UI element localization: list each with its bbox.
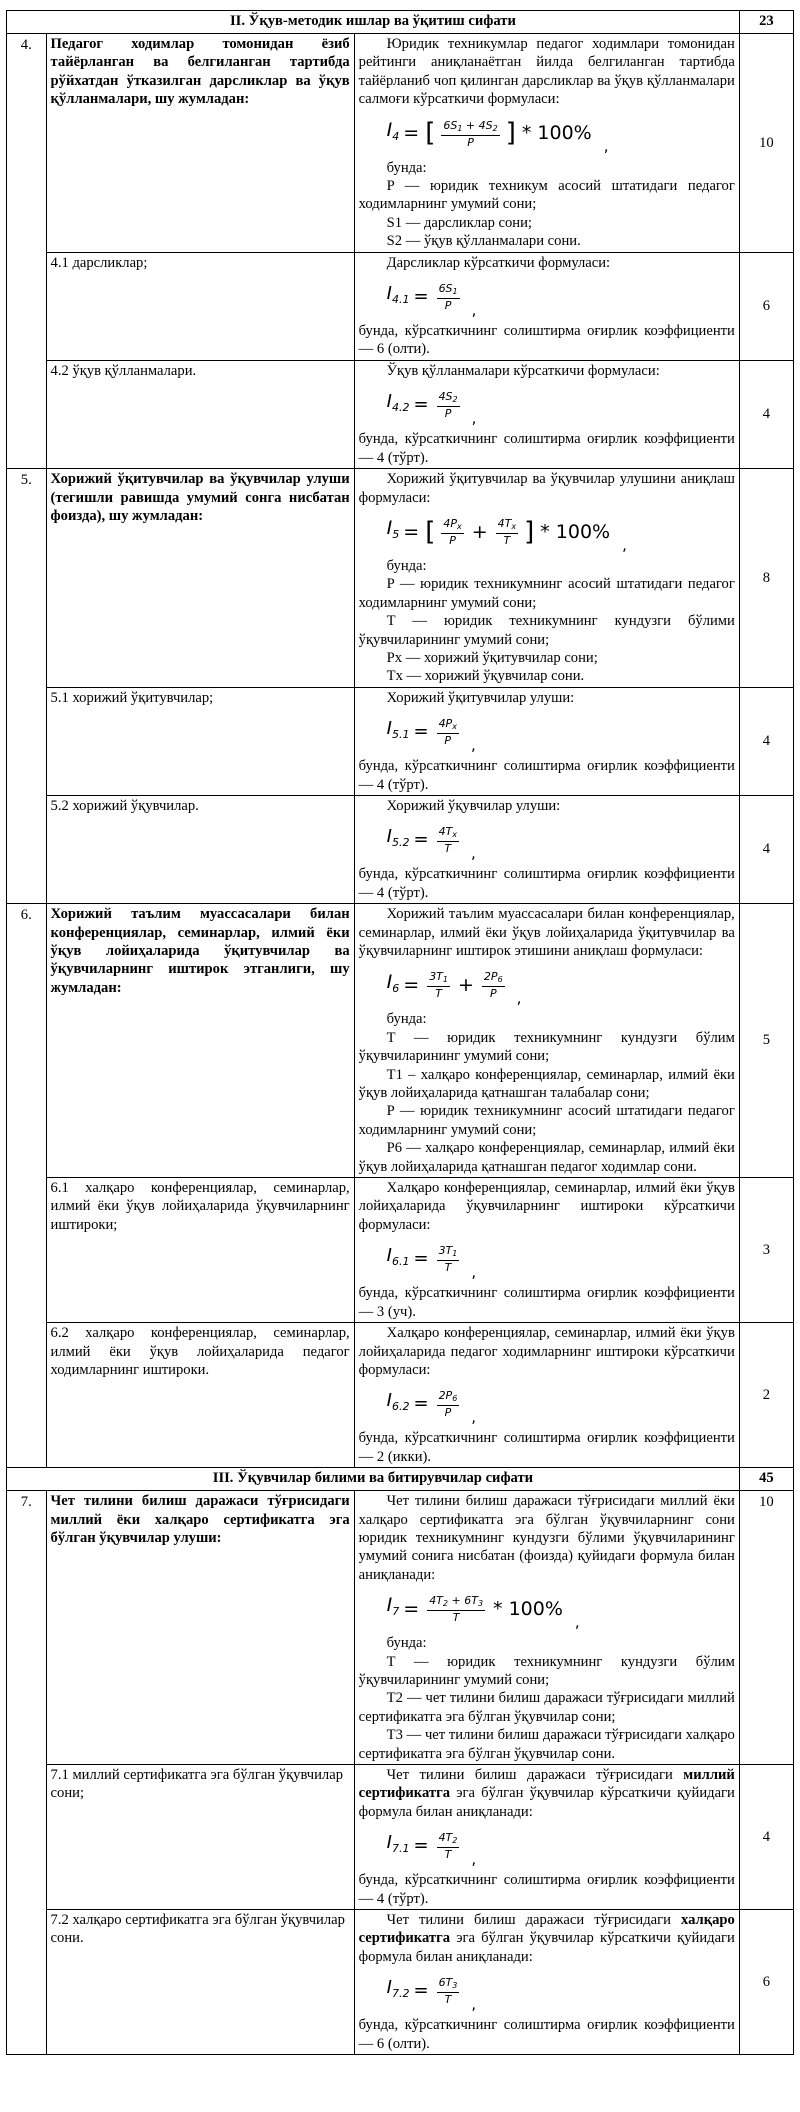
points-value: 10 xyxy=(739,34,793,253)
legend-item: T — юридик техникумнинг кундузги бўлим ўқувчиларининг умумий сони; xyxy=(358,1029,735,1065)
legend-item: T3 — чет тилини билиш даражаси тўғрисидаги халқаро сертификатга эга бўлган ўқувчилар сони. xyxy=(358,1727,735,1762)
indicator-text: 5.2 хорижий ўқувчилар. xyxy=(46,795,354,903)
section-title: III. Ўқувчилар билими ва битирувчилар сифати xyxy=(7,1468,740,1491)
coefficient-text: бунда, кўрсаткичнинг солиштирма оғирлик коэффициенти — 3 (уч). xyxy=(358,1285,735,1320)
coefficient-text: бунда, кўрсаткичнинг солиштирма оғирлик коэффициенти — 2 (икки). xyxy=(358,1430,735,1465)
formula: $I_6$ = $\frac{3T1}{T}$ + $\frac{2P6}{P}$ , xyxy=(386,970,522,1007)
method-intro: Хорижий ўқитувчилар улуши: xyxy=(386,689,575,706)
points-value: 10 xyxy=(739,1491,793,1765)
table-row xyxy=(7,795,794,903)
legend-item: T1 – халқаро конференциялар, семинарлар, илмий ёки ўқув лойиҳаларида қатнашган талабалар сони; xyxy=(358,1066,735,1102)
formula: $I_{5.1}$ = $\frac{4Px}{P}$ , xyxy=(386,717,476,754)
indicator-text: 7.1 миллий сертификатга эга бўлган ўқувчилар сони; xyxy=(46,1765,354,1910)
method-intro-emphasis: миллий сертификатга xyxy=(358,1767,735,1802)
method-intro: Халқаро конференциялар, семинарлар, илмий ёки ўқув лойиҳаларида педагог ходимларнинг иштироки кўрсаткичи формуласи: xyxy=(358,1325,735,1378)
method-cell xyxy=(354,1910,739,2055)
points-value: 5 xyxy=(739,904,793,1178)
legend-label: бунда: xyxy=(386,159,427,176)
points-value: 4 xyxy=(739,687,793,795)
method-intro-part: Чет тилини билиш даражаси тўғрисидаги xyxy=(386,1912,681,1929)
legend-label: бунда: xyxy=(386,1011,427,1028)
method-cell xyxy=(354,1178,739,1323)
table-row xyxy=(7,1910,794,2055)
row-number: 7. xyxy=(7,1491,47,2055)
formula: $I_{6.1}$ = $\frac{3T1}{T}$ , xyxy=(386,1244,477,1281)
section-points: 45 xyxy=(739,1468,793,1491)
method-intro-part: Чет тилини билиш даражаси тўғрисидаги xyxy=(386,1767,684,1783)
formula: $I_5$ = [ $\frac{4Px}{P}$ + $\frac{4Tx}{T}$ ] * 100% , xyxy=(386,516,627,554)
table-row xyxy=(7,687,794,795)
method-cell xyxy=(354,1323,739,1468)
method-cell xyxy=(354,795,739,903)
indicator-text: Хорижий ўқитувчилар ва ўқувчилар улуши (тегишли равишда умумий сонга нисбатан фоизда), шу жумладан: xyxy=(46,469,354,688)
method-intro: Дарсликлар кўрсаткичи формуласи: xyxy=(386,254,611,271)
legend-item: S2 — ўқув қўлланмалари сони. xyxy=(386,233,581,250)
legend-item: T — юридик техникумнинг кундузги бўлим ўқувчиларининг умумий сони; xyxy=(358,1653,735,1688)
table-row xyxy=(7,904,794,1178)
indicator-text: 6.1 халқаро конференциялар, семинарлар, илмий ёки ўқув лойиҳаларида ўқувчиларнинг иштироки; xyxy=(46,1178,354,1323)
legend-label: бунда: xyxy=(386,557,427,574)
table-row xyxy=(7,1323,794,1468)
formula: $I_{4.1}$ = $\frac{6S1}{P}$ , xyxy=(386,282,477,319)
method-intro: Юридик техникумлар педагог ходимлари томонидан рейтинги аниқланаётган йилда белгиланган тартибда тайёрланиб чоп қилинган дарсликлар ва ўқув қўлланмалари салмоғи кўрсаткичи формуласи: xyxy=(358,36,735,108)
table-row xyxy=(7,360,794,468)
formula: $I_4$ = [ $\frac{6S1 + 4S2}{P}$ ] * 100% , xyxy=(386,118,609,156)
indicator-text: Чет тилини билиш даражаси тўғрисидаги миллий ёки халқаро сертификатга эга бўлган ўқувчилар улуши: xyxy=(46,1491,354,1765)
points-value: 3 xyxy=(739,1178,793,1323)
indicator-text: 4.2 ўқув қўлланмалари. xyxy=(46,360,354,468)
table-row xyxy=(7,469,794,688)
coefficient-text: бунда, кўрсаткичнинг солиштирма оғирлик коэффициенти — 4 (тўрт). xyxy=(358,1872,735,1907)
row-number: 6. xyxy=(7,904,47,1468)
method-intro: Ўқув қўлланмалари кўрсаткичи формуласи: xyxy=(386,362,660,379)
formula: $I_{5.2}$ = $\frac{4Tx}{T}$ , xyxy=(386,825,476,862)
method-intro-part: эга бўлган ўқувчилар кўрсаткичи қуйидаги формула билан аниқланади: xyxy=(358,1930,735,1965)
indicator-text: 4.1 дарсликлар; xyxy=(46,252,354,360)
points-value: 4 xyxy=(739,795,793,903)
points-value: 4 xyxy=(739,1765,793,1910)
row-number: 4. xyxy=(7,34,47,469)
formula: $I_{7.2}$ = $\frac{6T3}{T}$ , xyxy=(386,1976,477,2013)
legend-item: P — юридик техникумнинг асосий штатидаги педагог ходимларнинг умумий сони; xyxy=(358,576,735,611)
indicator-text: 7.2 халқаро сертификатга эга бўлган ўқувчилар сони. xyxy=(46,1910,354,2055)
formula: $I_{7.1}$ = $\frac{4T2}{T}$ , xyxy=(386,1831,477,1868)
formula: $I_7$ = $\frac{4T2 + 6T3}{T}$ * 100% , xyxy=(386,1594,580,1631)
method-cell xyxy=(354,1491,739,1765)
legend-item: P6 — халқаро конференциялар, семинарлар, илмий ёки ўқув лойиҳаларида қатнашган педагог ходимлар сони. xyxy=(358,1140,735,1175)
legend-item: T2 — чет тилини билиш даражаси тўғрисидаги миллий сертификатга эга бўлган ўқувчилар сони; xyxy=(358,1690,735,1725)
section-title: II. Ўқув-методик ишлар ва ўқитиш сифати xyxy=(7,11,740,34)
legend-item: Tx — хорижий ўқувчилар сони. xyxy=(386,668,585,685)
row-number: 5. xyxy=(7,469,47,904)
method-intro xyxy=(359,1911,735,1966)
indicator-text: 6.2 халқаро конференциялар, семинарлар, илмий ёки ўқув лойиҳаларида педагог ходимларнинг иштироки. xyxy=(46,1323,354,1468)
points-value: 8 xyxy=(739,469,793,688)
method-cell xyxy=(354,360,739,468)
method-cell xyxy=(354,687,739,795)
points-value: 2 xyxy=(739,1323,793,1468)
points-value: 4 xyxy=(739,360,793,468)
legend-item: S1 — дарсликлар сони; xyxy=(386,214,532,231)
section-points: 23 xyxy=(739,11,793,34)
points-value: 6 xyxy=(739,252,793,360)
legend-item: P — юридик техникумнинг асосий штатидаги педагог ходимларнинг умумий сони; xyxy=(358,1103,735,1138)
table-row xyxy=(7,1765,794,1910)
points-value: 6 xyxy=(739,1910,793,2055)
legend-item: T — юридик техникумнинг кундузги бўлими ўқувчиларининг умумий сони; xyxy=(358,613,735,648)
coefficient-text: бунда, кўрсаткичнинг солиштирма оғирлик коэффициенти — 4 (тўрт). xyxy=(358,758,735,793)
method-intro-part: эга бўлган ўқувчилар кўрсаткичи қуйидаги формула билан аниқланади: xyxy=(358,1785,735,1820)
coefficient-text: бунда, кўрсаткичнинг солиштирма оғирлик коэффициенти — 6 (олти). xyxy=(358,323,735,358)
method-cell xyxy=(354,904,739,1178)
coefficient-text: бунда, кўрсаткичнинг солиштирма оғирлик коэффициенти — 6 (олти). xyxy=(358,2017,735,2052)
method-intro-emphasis: халқаро сертификатга xyxy=(358,1912,735,1947)
table-row xyxy=(7,1491,794,1765)
coefficient-text: бунда, кўрсаткичнинг солиштирма оғирлик коэффициенти — 4 (тўрт). xyxy=(358,431,735,466)
table-row xyxy=(7,34,794,253)
indicator-text: 5.1 хорижий ўқитувчилар; xyxy=(46,687,354,795)
legend-label: бунда: xyxy=(386,1635,427,1652)
method-cell xyxy=(354,252,739,360)
method-intro: Хорижий ўқувчилар улуши: xyxy=(386,797,561,814)
table-row xyxy=(7,252,794,360)
coefficient-text: бунда, кўрсаткичнинг солиштирма оғирлик коэффициенти — 4 (тўрт). xyxy=(358,866,735,901)
method-intro: Халқаро конференциялар, семинарлар, илмий ёки ўқув лойиҳаларида ўқувчиларнинг иштироки кўрсаткичи формуласи: xyxy=(358,1180,735,1233)
formula: $I_{6.2}$ = $\frac{2P6}{P}$ , xyxy=(386,1389,477,1426)
table-row xyxy=(7,1178,794,1323)
method-cell xyxy=(354,1765,739,1910)
indicator-text: Хорижий таълим муассасалари билан конференциялар, семинарлар, илмий ёки ўқув лойиҳаларида ўқитувчилар ва ўқувчиларнинг иштирок этганлиги, шу жумладан: xyxy=(46,904,354,1178)
indicator-text: Педагог ходимлар томонидан ёзиб тайёрланган ва белгиланган тартибда рўйхатдан ўтказилган дарсликлар ва ўқув қўлланмалари, шу жумладан: xyxy=(46,34,354,253)
section-header xyxy=(7,1468,794,1491)
rating-criteria-table xyxy=(6,10,794,2055)
legend-item: P — юридик техникум асосий штатидаги педагог ходимларнинг умумий сони; xyxy=(358,178,735,213)
legend-item: Px — хорижий ўқитувчилар сони; xyxy=(386,649,598,666)
method-intro: Чет тилини билиш даражаси тўғрисидаги миллий ёки халқаро сертификатга эга бўлган ўқувчиларнинг сони юридик техникумнинг кундузги бўлими ўқувчиларининг умумий сонига нисбатан (фоизда) қуйидаги формула билан аниқланади: xyxy=(358,1493,735,1583)
method-intro: Хорижий ўқитувчилар ва ўқувчилар улушини аниқлаш формуласи: xyxy=(358,471,735,506)
formula: $I_{4.2}$ = $\frac{4S2}{P}$ , xyxy=(386,390,477,427)
method-cell xyxy=(354,34,739,253)
method-cell xyxy=(354,469,739,688)
method-intro xyxy=(359,1766,735,1821)
section-header xyxy=(7,11,794,34)
method-intro: Хорижий таълим муассасалари билан конференциялар, семинарлар, илмий ёки ўқув лойиҳаларида ўқитувчилар ва ўқувчиларнинг иштирок этишини аниқлаш формуласи: xyxy=(358,906,735,959)
